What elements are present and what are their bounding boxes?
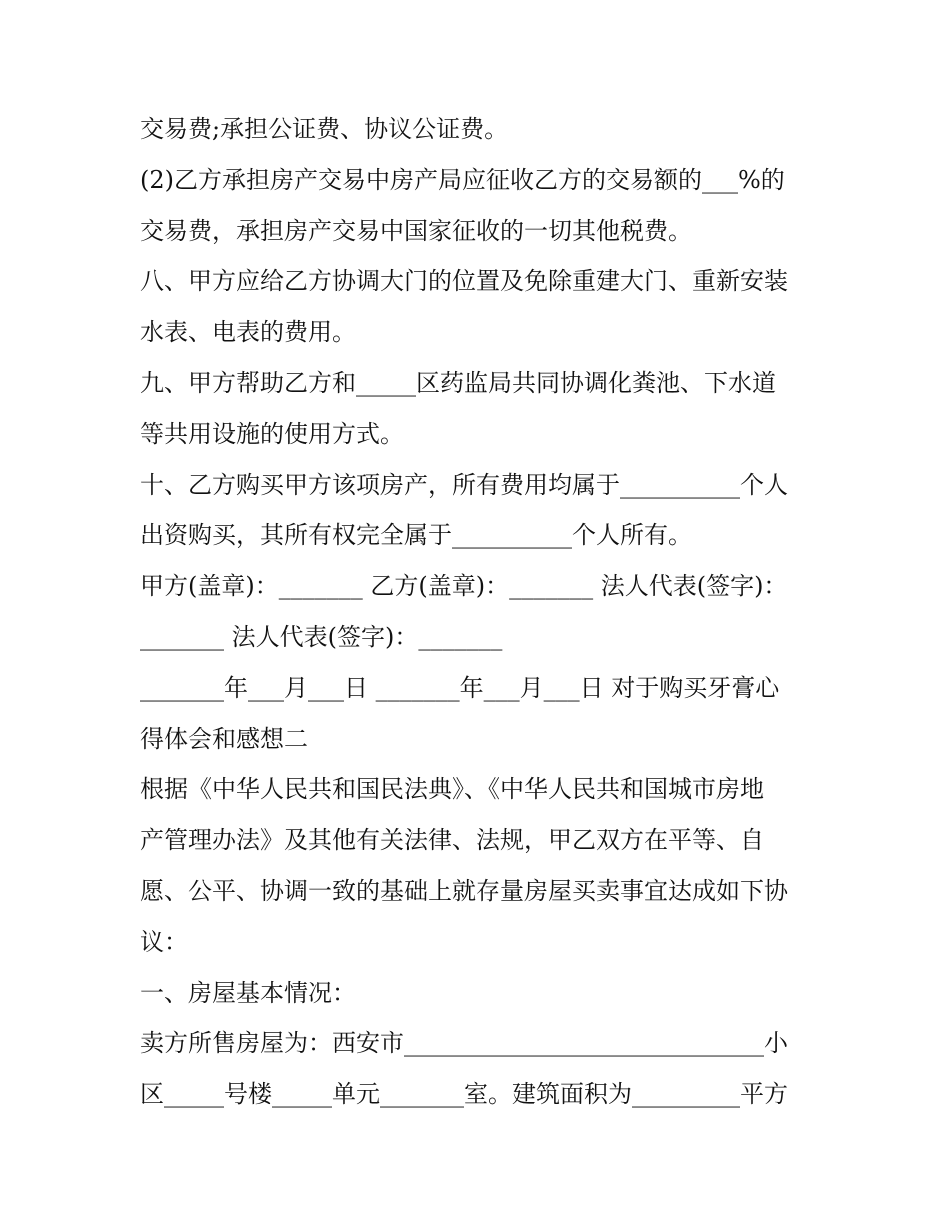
text-line: _______ 法人代表(签字)：_______ [140, 622, 503, 651]
text-line: 十、乙方购买甲方该项房产，所有费用均属于__________个人 [140, 470, 788, 499]
text-line: 卖方所售房屋为：西安市______________________________小 [140, 1029, 788, 1058]
text-line: 一、房屋基本情况： [140, 978, 356, 1007]
text-line: 甲方(盖章)：_______ 乙方(盖章)：_______ 法人代表(签字)： [140, 572, 788, 601]
document-body [140, 104, 830, 1120]
text-line: 产管理办法》及其他有关法律、法规，甲乙双方在平等、自 [140, 826, 764, 855]
text-line: 交易费;承担公证费、协议公证费。 [140, 115, 509, 143]
text-line: 愿、公平、协调一致的基础上就存量房屋买卖事宜达成如下协 [140, 876, 788, 905]
text-line: 得体会和感想二 [140, 724, 308, 753]
text-line: 水表、电表的费用。 [140, 318, 356, 347]
text-line: 交易费，承担房产交易中国家征收的一切其他税费。 [140, 216, 692, 245]
text-line: 八、甲方应给乙方协调大门的位置及免除重建大门、重新安装 [140, 267, 788, 296]
text-line: 出资购买，其所有权完全属于__________个人所有。 [140, 521, 692, 550]
text-line: 九、甲方帮助乙方和_____区药监局共同协调化粪池、下水道 [140, 368, 776, 397]
text-line: 等共用设施的使用方式。 [140, 419, 404, 448]
text-line: 根据《中华人民共和国民法典》、《中华人民共和国城市房地 [140, 775, 764, 804]
text-line: 区_____号楼_____单元_______室。建筑面积为_________平方 [140, 1080, 788, 1109]
text-line: _______年___月___日 _______年___月___日 对于购买牙膏心 [140, 673, 780, 702]
text-line: 议： [140, 927, 188, 956]
text-line: (2)乙方承担房产交易中房产局应征收乙方的交易额的___%的 [140, 165, 785, 194]
